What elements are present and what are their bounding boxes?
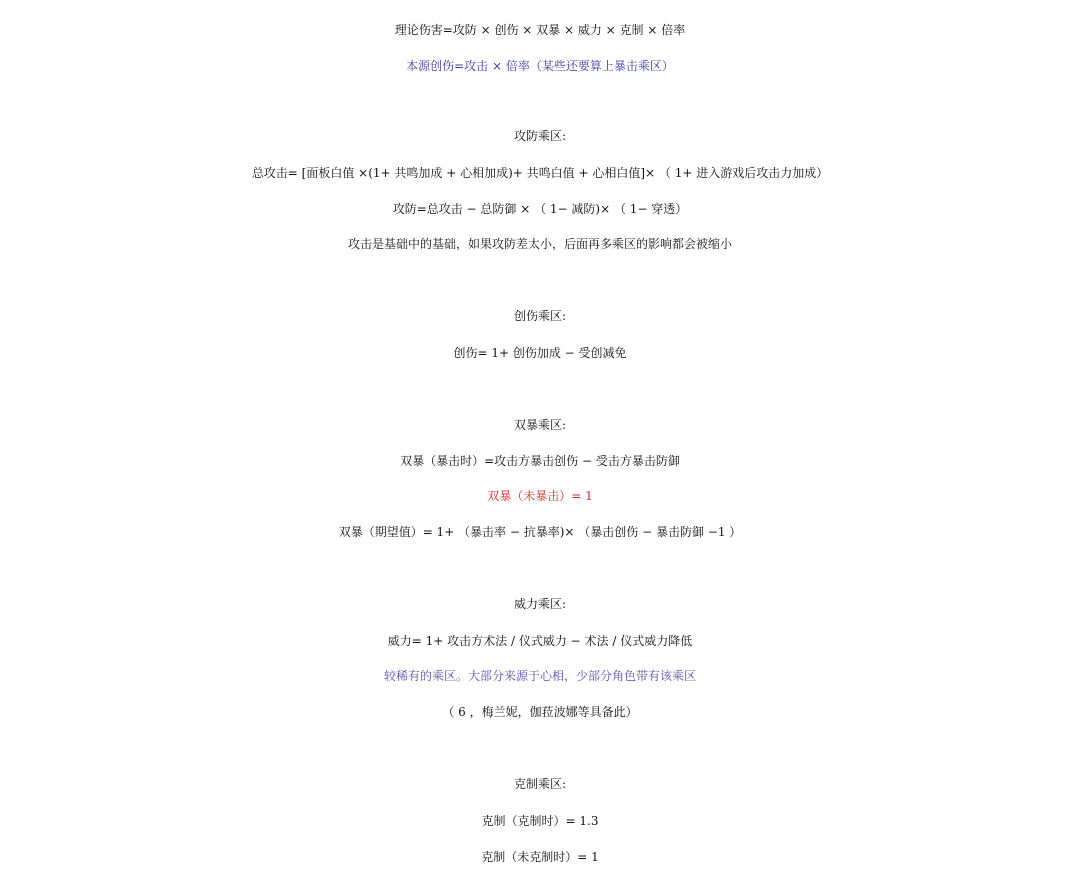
power-examples: （ 6 ，梅兰妮，伽菈波娜等具备此）: [442, 705, 638, 719]
double-crit-no-crit-formula: 双暴（未暴击）= 1: [487, 489, 593, 503]
power-heading: 威力乘区:: [513, 597, 567, 611]
restraint-on-formula: 克制（克制时）= 1.3: [481, 814, 599, 828]
attack-defense-formula: 攻防=总攻击 − 总防御 × （ 1− 减防)× （ 1− 穿透）: [392, 202, 688, 216]
restraint-heading: 克制乘区:: [513, 777, 567, 791]
trauma-formula: 创伤= 1+ 创伤加成 − 受创减免: [453, 346, 627, 360]
trauma-heading: 创伤乘区:: [513, 309, 567, 323]
power-formula: 威力= 1+ 攻击方术法 / 仪式威力 − 术法 / 仪式威力降低: [387, 634, 693, 648]
source-trauma-note: 本源创伤=攻击 × 倍率（某些还要算上暴击乘区）: [406, 59, 674, 73]
double-crit-heading: 双暴乘区:: [513, 418, 567, 432]
double-crit-expected-formula: 双暴（期望值）= 1+ （暴击率 − 抗暴率)× （暴击创伤 − 暴击防御 −1 ）: [338, 525, 742, 539]
restraint-off-formula: 克制（未克制时）= 1: [481, 850, 599, 864]
power-rarity-note: 较稀有的乘区。大部分来源于心相，少部分角色带有该乘区: [383, 669, 696, 683]
double-crit-on-crit-formula: 双暴（暴击时）=攻击方暴击创伤 − 受击方暴击防御: [400, 454, 680, 468]
overall-damage-formula: 理论伤害=攻防 × 创伤 × 双暴 × 威力 × 克制 × 倍率: [394, 23, 686, 37]
attack-defense-heading: 攻防乘区:: [513, 129, 567, 143]
attack-defense-remark: 攻击是基础中的基础，如果攻防差太小，后面再多乘区的影响都会被缩小: [347, 237, 732, 251]
total-attack-formula: 总攻击= [面板白值 ×(1+ 共鸣加成 + 心相加成)+ 共鸣白值 + 心相白值]× （ 1+ 进入游戏后攻击力加成）: [251, 166, 829, 180]
